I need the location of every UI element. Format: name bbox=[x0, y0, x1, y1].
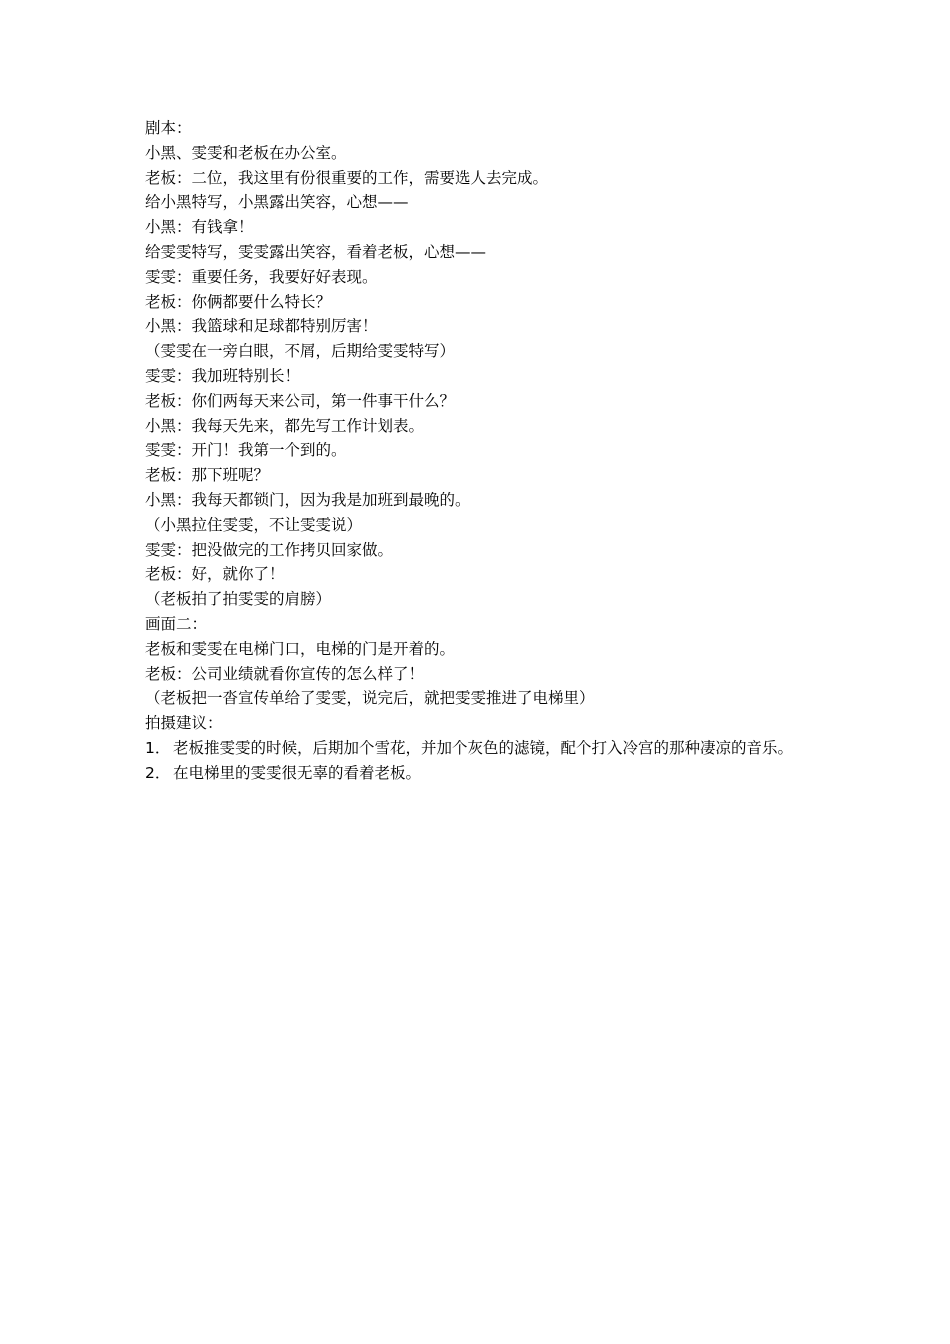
script-line: 雯雯：重要任务，我要好好表现。 bbox=[145, 267, 378, 286]
script-line: 小黑：我每天先来，都先写工作计划表。 bbox=[145, 416, 425, 435]
stage-direction: （老板把一沓宣传单给了雯雯，说完后，就把雯雯推进了电梯里） bbox=[145, 689, 595, 708]
stage-direction: （小黑拉住雯雯，不让雯雯说） bbox=[145, 515, 363, 534]
script-line: 老板和雯雯在电梯门口，电梯的门是开着的。 bbox=[145, 639, 456, 658]
script-line: 小黑：我每天都锁门，因为我是加班到最晚的。 bbox=[145, 490, 471, 509]
suggestion-item bbox=[145, 761, 815, 786]
heading-scene-two: 画面二： bbox=[145, 614, 208, 633]
script-line: 小黑：有钱拿！ bbox=[145, 218, 254, 237]
script-line: 小黑：我篮球和足球都特别厉害！ bbox=[145, 317, 378, 336]
script-body bbox=[145, 116, 815, 786]
script-line: 小黑、雯雯和老板在办公室。 bbox=[145, 143, 347, 162]
script-line: 老板：那下班呢？ bbox=[145, 466, 270, 485]
script-line: 雯雯：把没做完的工作拷贝回家做。 bbox=[145, 540, 394, 559]
suggestion-number: 1． bbox=[145, 738, 171, 757]
script-line: 老板：你俩都要什么特长？ bbox=[145, 292, 332, 311]
script-line: 老板：好，就你了！ bbox=[145, 565, 285, 584]
script-line: 雯雯：我加班特别长！ bbox=[145, 366, 301, 385]
stage-direction: （雯雯在一旁白眼，不屑，后期给雯雯特写） bbox=[145, 342, 456, 361]
script-line: 老板：你们两每天来公司，第一件事干什么？ bbox=[145, 391, 456, 410]
script-line: 老板：公司业绩就看你宣传的怎么样了！ bbox=[145, 664, 425, 683]
script-line: 雯雯：开门！我第一个到的。 bbox=[145, 441, 347, 460]
script-line: 老板：二位，我这里有份很重要的工作，需要选人去完成。 bbox=[145, 168, 549, 187]
suggestion-text: 老板推雯雯的时候，后期加个雪花，并加个灰色的滤镜，配个打入冷宫的那种凄凉的音乐。 bbox=[173, 738, 794, 757]
script-line: 给小黑特写，小黑露出笑容，心想—— bbox=[145, 193, 409, 212]
script-line: 给雯雯特写，雯雯露出笑容，看着老板，心想—— bbox=[145, 242, 487, 261]
suggestion-number: 2． bbox=[145, 763, 171, 782]
suggestion-item bbox=[145, 736, 815, 761]
stage-direction: （老板拍了拍雯雯的肩膀） bbox=[145, 590, 332, 609]
heading-script: 剧本： bbox=[145, 119, 192, 137]
heading-suggestions: 拍摄建议： bbox=[145, 714, 223, 733]
suggestion-text: 在电梯里的雯雯很无辜的看着老板。 bbox=[173, 763, 422, 782]
